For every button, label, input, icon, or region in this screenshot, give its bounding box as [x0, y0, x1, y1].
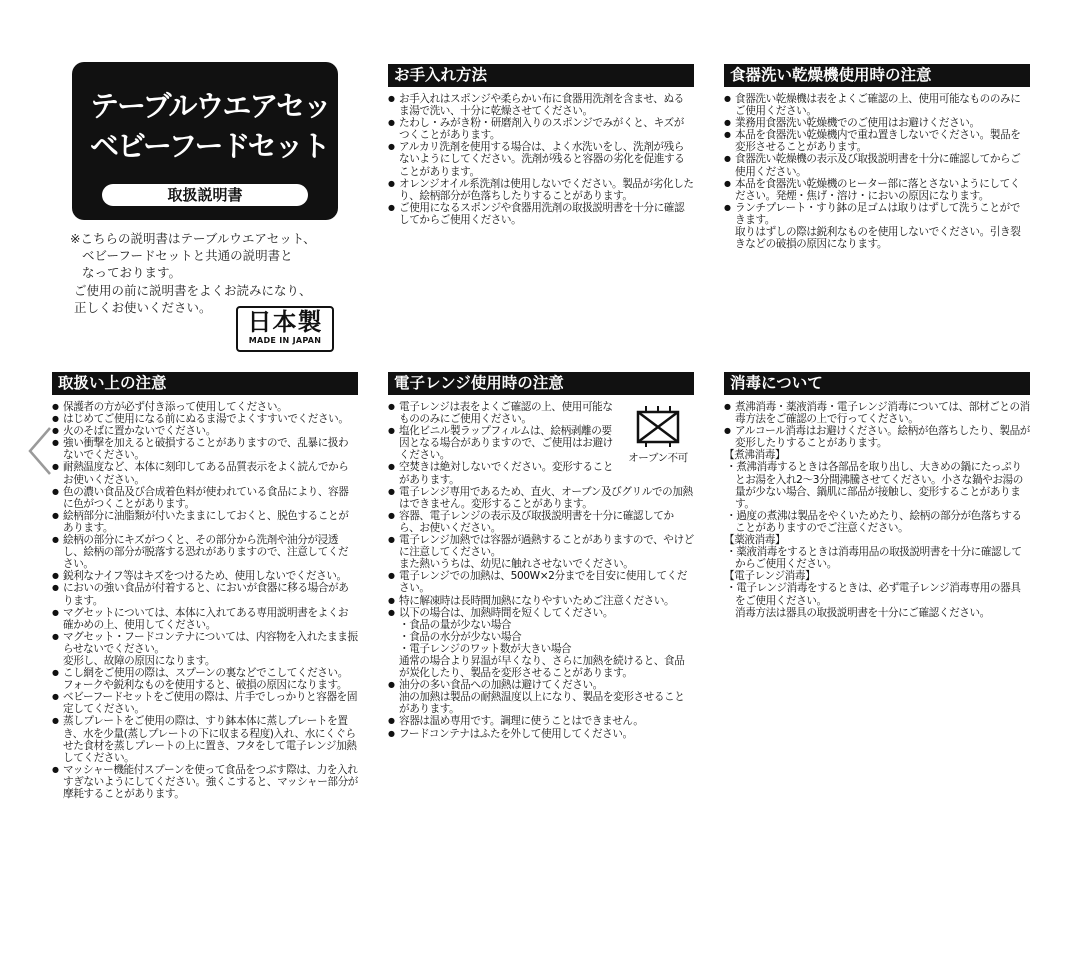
handling-item: ● 保護者の方が必ず付き添って使用してください。 [52, 401, 358, 413]
dishwasher-extra: 取りはずしの際は鋭利なものを使用しないでください。引き裂きなどの破損の原因になります。 [735, 226, 1021, 251]
handling-item: ● こし網をご使用の際は、スプーンの裏などでこしてください。フォークや鋭利なものを使用すると、破損の原因になります。 [52, 667, 358, 691]
disinfect-section [724, 372, 1030, 619]
dishwasher-heading: 食器洗い乾燥機使用時の注意 [724, 64, 1030, 87]
care-item: ● ご使用になるスポンジや食器用洗剤の取扱説明書を十分に確認してからご使用ください。 [388, 202, 694, 226]
handling-item: ● 絵柄の部分にキズがつくと、その部分から洗剤や油分が浸透し、絵柄の部分が脱落する恐れがありますので、注意してください。 [52, 534, 358, 570]
microwave-item: ● 塩化ビニル製ラップフィルムは、絵柄剥離の要因となる場合がありますので、ご使用はお避けください。 [388, 425, 694, 461]
no-oven-mark [622, 403, 694, 464]
no-oven-label: オーブン不可 [628, 452, 688, 465]
mw-disinfect-heading: 【電子レンジ消毒】 [724, 570, 816, 583]
boil-note: ・過度の煮沸は製品をやくいためたり、絵柄の部分が色落ちすることがありますのでご注意ください。 [726, 509, 1022, 534]
handling-item: ● ベビーフードセットをご使用の際は、片手でしっかりと容器を固定してください。 [52, 691, 358, 715]
microwave-item: ● 電子レンジでの加熱は、500W×2分までを目安に使用してください。 [388, 570, 694, 594]
note-line: ベビーフードセットと共通の説明書と [82, 248, 293, 263]
disinfect-item: ● 煮沸消毒・薬液消毒・電子レンジ消毒については、部材ごとの消毒方法をご確認の上で行ってください。 [724, 401, 1030, 425]
handling-item: ● 色の濃い食品及び合成着色料が使われている食品により、容器に色がつくことがあります。 [52, 486, 358, 510]
handling-item: ● 強い衝撃を加えると破損することがありますので、乱暴に扱わないでください。 [52, 437, 358, 461]
dishwasher-body [724, 93, 1030, 250]
handling-item: ● マッシャー機能付スプーンを使って食品をつぶす際は、力を入れすぎないようにしてください。強くこすると、マッシャー部分が摩耗することがあります。 [52, 764, 358, 800]
no-oven-icon [633, 403, 683, 449]
microwave-extra: また熱いうちは、幼児に触れさせないでください。 [399, 558, 634, 571]
care-heading: お手入れ方法 [388, 64, 694, 87]
made-in-japan-mark [236, 306, 334, 352]
microwave-item: ● 電子レンジは表をよくご確認の上、使用可能なもののみにご使用ください。 [388, 401, 694, 425]
microwave-item: ● フードコンテナはふたを外して使用してください。 [388, 728, 694, 740]
handling-section [52, 372, 358, 800]
microwave-body [388, 401, 694, 740]
microwave-sub: ・食品の量が少ない場合 [399, 618, 512, 631]
microwave-item: ● 容器は温め専用です。調理に使うことはできません。 [388, 715, 694, 727]
microwave-sub: ・電子レンジのワット数が大きい場合 [399, 642, 572, 655]
handling-item: ● はじめてご使用になる前にぬるま湯でよくすすいでください。 [52, 413, 358, 425]
made-in-japan-english: MADE IN JAPAN [248, 336, 322, 345]
dishwasher-item: ● 業務用食器洗い乾燥機でのご使用はお避けください。 [724, 117, 1030, 129]
disinfect-heading: 消毒について [724, 372, 1030, 395]
boil-note: ・煮沸消毒するときは各部品を取り出し、大きめの鍋にたっぷりとお湯を入れ2～3分間沸騰させてください。小さな鍋やお湯の量が少ない場合、鍋肌に部品が接触し、変形することがあります。 [726, 461, 1023, 510]
microwave-item: ● 特に解凍時は長時間加熱になりやすいためご注意ください。 [388, 595, 694, 607]
made-in-japan-kanji: 日本製 [247, 308, 323, 336]
chem-heading: 【薬液消毒】 [724, 534, 786, 547]
handling-item: ● 耐熱温度など、本体に刻印してある品質表示をよく読んでからお使いください。 [52, 461, 358, 485]
dishwasher-item: ● 本品を食器洗い乾燥機内で重ね置きしないでください。製品を変形させることがあります。 [724, 129, 1030, 153]
note-line: なっております。 [82, 265, 182, 280]
handling-item: ● マグセットについては、本体に入れてある専用説明書をよくお確かめの上、使用してください。 [52, 607, 358, 631]
note-line: ※こちらの説明書はテーブルウエアセット、 [70, 231, 316, 246]
microwave-item: ● 容器、電子レンジの表示及び取扱説明書を十分に確認してから、お使いください。 [388, 510, 694, 534]
microwave-item: ● 空焚きは絶対しないでください。変形することがあります。 [388, 461, 694, 485]
shared-manual-note [70, 230, 340, 316]
microwave-item: ● 油分の多い食品への加熱は避けてください。 [388, 679, 694, 691]
dishwasher-item: ● ランチプレート・すり鉢の足ゴムは取りはずして洗うことができます。 [724, 202, 1030, 226]
handling-item: ● 蒸しプレートをご使用の際は、すり鉢本体に蒸しプレートを置き、水を少量(蒸しプレートの下に収まる程度)入れ、水にくぐらせた食材を蒸しプレートの上に置き、フタをして電子レンジ加熱してください。 [52, 715, 358, 763]
boil-heading: 【煮沸消毒】 [724, 449, 786, 462]
handling-item: ● 火のそばに置かないでください。 [52, 425, 358, 437]
care-section [388, 64, 694, 226]
microwave-extra: 通常の場合より昇温が早くなり、さらに加熱を続けると、食品が炭化したり、製品を変形させることがあります。 [399, 654, 685, 680]
cover-title-line2: ベビーフードセット [90, 129, 329, 163]
handling-heading: 取扱い上の注意 [52, 372, 358, 395]
microwave-section [388, 372, 694, 740]
care-body [388, 93, 694, 226]
mw-disinfect-note: 消毒方法は器具の取扱説明書を十分にご確認ください。 [735, 606, 990, 619]
mw-disinfect-note: ・電子レンジ消毒をするときは、必ず電子レンジ消毒専用の器具をご使用ください。 [726, 582, 1021, 607]
care-item: ● たわし・みがき粉・研磨剤入りのスポンジでみがくと、キズがつくことがあります。 [388, 117, 694, 141]
note-line: ご使用の前に説明書をよくお読みになり、 [74, 283, 312, 298]
disinfect-body [724, 401, 1030, 619]
chevron-left-icon[interactable] [26, 424, 54, 478]
cover-title-block [72, 62, 358, 220]
note-line: 正しくお使いください。 [74, 300, 212, 315]
care-item: ● オレンジオイル系洗剤は使用しないでください。製品が劣化したり、絵柄部分が色落ちしたりすることがあります。 [388, 178, 694, 202]
microwave-heading: 電子レンジ使用時の注意 [388, 372, 694, 395]
dishwasher-section [724, 64, 1030, 250]
handling-item: ● 絵柄部分に油脂類が付いたままにしておくと、脱色することがあります。 [52, 510, 358, 534]
handling-body [52, 401, 358, 800]
care-item: ● アルカリ洗剤を使用する場合は、よく水洗いをし、洗剤が残らないようにしてください。洗剤が残ると容器の劣化を促進することがあります。 [388, 141, 694, 177]
dishwasher-item: ● 本品を食器洗い乾燥機のヒーター部に落とさないようにしてください。発煙・焦げ・溶け・においの原因になります。 [724, 178, 1030, 202]
cover-title-line1: テーブルウエアセット [90, 89, 358, 123]
handling-item: ● マグセット・フードコンテナについては、内容物を入れたまま振らせないでください。 [52, 631, 358, 655]
microwave-item: ● 電子レンジ専用であるため、直火、オーブン及びグリルでの加熱はできません。変形することがあります。 [388, 486, 694, 510]
chem-note: ・薬液消毒をするときは消毒用品の取扱説明書を十分に確認してからご使用ください。 [726, 546, 1022, 571]
microwave-extra: 油の加熱は製品の耐熱温度以上になり、製品を変形させることがあります。 [399, 691, 685, 716]
handling-item: ● 鋭利なナイフ等はキズをつけるため、使用しないでください。 [52, 570, 358, 582]
microwave-item: ● 以下の場合は、加熱時間を短くしてください。 [388, 607, 694, 619]
handling-extra: 変形し、故障の原因になります。 [63, 654, 216, 667]
care-item: ● お手入れはスポンジや柔らかい布に食器用洗剤を含ませ、ぬるま湯で洗い、十分に乾燥させてください。 [388, 93, 694, 117]
dishwasher-item: ● 食器洗い乾燥機の表示及び取扱説明書を十分に確認してからご使用ください。 [724, 153, 1030, 177]
dishwasher-item: ● 食器洗い乾燥機は表をよくご確認の上、使用可能なもののみにご使用ください。 [724, 93, 1030, 117]
handling-item: ● においの強い食品が付着すると、においが食器に移る場合があります。 [52, 582, 358, 606]
microwave-item: ● 電子レンジ加熱では容器が過熱することがありますので、やけどに注意してください。 [388, 534, 694, 558]
microwave-sub: ・食品の水分が少ない場合 [399, 630, 522, 643]
disinfect-item: ● アルコール消毒はお避けください。絵柄が色落ちしたり、製品が変形したりすることがあります。 [724, 425, 1030, 449]
cover-subtitle: 取扱説明書 [102, 184, 308, 206]
